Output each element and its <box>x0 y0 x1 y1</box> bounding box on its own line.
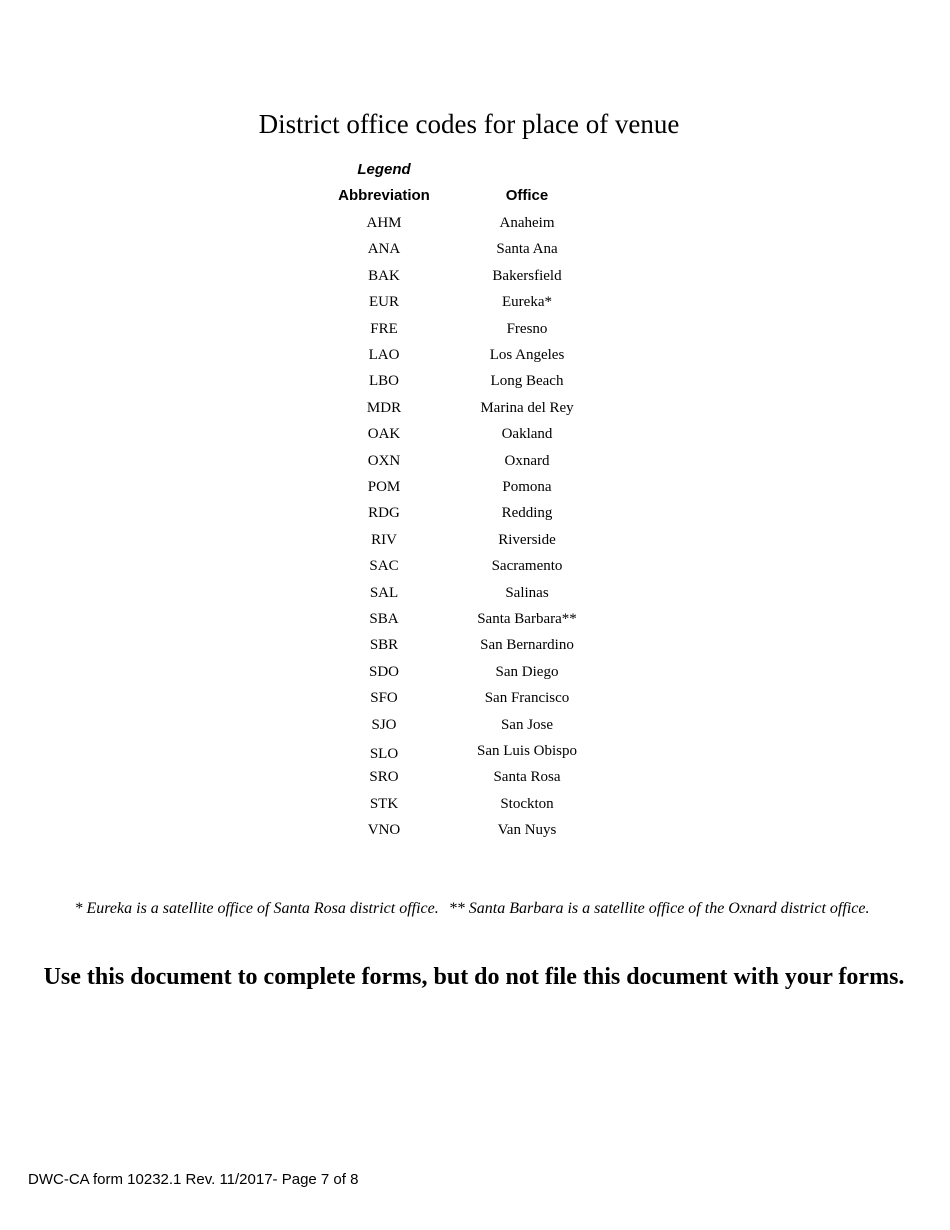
table-row <box>0 421 950 447</box>
table-row <box>0 342 950 368</box>
table-row <box>0 791 950 817</box>
table-row <box>0 500 950 526</box>
abbreviation-cell: AHM <box>366 215 402 231</box>
abbreviation-cell: SAL <box>369 584 399 601</box>
abbreviation-cell: STK <box>369 795 399 812</box>
abbreviation-cell: SLO <box>369 746 399 762</box>
table-row <box>0 738 950 764</box>
table-row <box>0 632 950 658</box>
table-row <box>0 210 950 236</box>
office-cell: Santa Ana <box>496 241 558 258</box>
abbreviation-cell: SDO <box>368 663 399 680</box>
abbreviation-cell: SJO <box>371 716 397 733</box>
legend-label: Legend <box>357 161 411 178</box>
table-row <box>0 395 950 421</box>
table-row <box>0 764 950 790</box>
office-cell: Stockton <box>500 795 554 812</box>
office-cell: Anaheim <box>499 215 555 231</box>
table-row <box>0 553 950 579</box>
abbreviation-cell: BAK <box>368 267 400 284</box>
table-row <box>0 817 950 843</box>
office-cell: Santa Rosa <box>493 769 561 786</box>
form-footer: DWC-CA form 10232.1 Rev. 11/2017- Page 7 of 8 <box>28 1171 359 1188</box>
office-cell: Pomona <box>502 479 552 495</box>
abbreviation-cell: OXN <box>367 452 401 469</box>
abbreviation-cell: RIV <box>371 531 397 548</box>
abbreviation-cell: POM <box>367 479 401 495</box>
table-row <box>0 527 950 553</box>
abbreviation-cell: VNO <box>367 822 401 839</box>
abbreviation-cell: SFO <box>370 690 398 707</box>
office-cell: Marina del Rey <box>480 399 574 416</box>
footnote-santa-barbara: ** Santa Barbara is a satellite office of the Oxnard district office. <box>448 900 870 917</box>
office-cell: Los Angeles <box>489 347 565 363</box>
office-cell: San Francisco <box>484 690 570 707</box>
table-row <box>0 659 950 685</box>
office-cell: Fresno <box>506 320 548 337</box>
abbreviation-cell: SBA <box>369 611 399 627</box>
table-row <box>0 474 950 500</box>
table-row <box>0 448 950 474</box>
abbreviation-cell: RDG <box>368 505 400 522</box>
table-row <box>0 685 950 711</box>
column-header-office: Office <box>505 187 549 204</box>
office-cell: Santa Barbara** <box>477 611 577 627</box>
table-row <box>0 580 950 606</box>
table-row <box>0 606 950 632</box>
table-row <box>0 368 950 394</box>
page-title: District office codes for place of venue <box>258 109 680 139</box>
office-cell: San Diego <box>495 663 559 680</box>
office-cell: Long Beach <box>490 373 564 390</box>
office-cell: Oakland <box>501 426 553 443</box>
office-cell: San Jose <box>500 716 554 733</box>
table-row <box>0 289 950 315</box>
filing-notice: Use this document to complete forms, but do not file this document with your forms. <box>43 964 905 990</box>
abbreviation-cell: MDR <box>366 399 402 416</box>
table-row <box>0 236 950 262</box>
footnote-eureka: * Eureka is a satellite office of Santa Rosa district office. <box>74 900 439 917</box>
column-header-abbreviation: Abbreviation <box>338 187 430 204</box>
abbreviation-cell: LAO <box>368 347 400 363</box>
abbreviation-cell: SRO <box>369 769 399 786</box>
footnotes <box>0 898 944 920</box>
office-cell: San Luis Obispo <box>476 743 577 759</box>
office-cell: Eureka* <box>502 294 552 311</box>
office-cell: Bakersfield <box>492 267 562 284</box>
abbreviation-cell: LBO <box>369 373 399 390</box>
abbreviation-cell: SAC <box>369 558 399 575</box>
office-cell: Salinas <box>505 584 549 601</box>
abbreviation-cell: ANA <box>367 241 401 258</box>
table-row <box>0 316 950 342</box>
table-row <box>0 712 950 738</box>
abbreviation-cell: FRE <box>370 320 398 337</box>
office-cell: Riverside <box>498 531 556 548</box>
abbreviation-cell: EUR <box>369 294 399 311</box>
abbreviation-cell: SBR <box>369 637 399 654</box>
table-row <box>0 263 950 289</box>
office-cell: Van Nuys <box>497 822 557 839</box>
abbreviation-cell: OAK <box>367 426 401 443</box>
office-cell: San Bernardino <box>480 637 574 654</box>
office-cell: Oxnard <box>504 452 550 469</box>
office-cell: Redding <box>501 505 553 522</box>
office-cell: Sacramento <box>491 558 563 575</box>
